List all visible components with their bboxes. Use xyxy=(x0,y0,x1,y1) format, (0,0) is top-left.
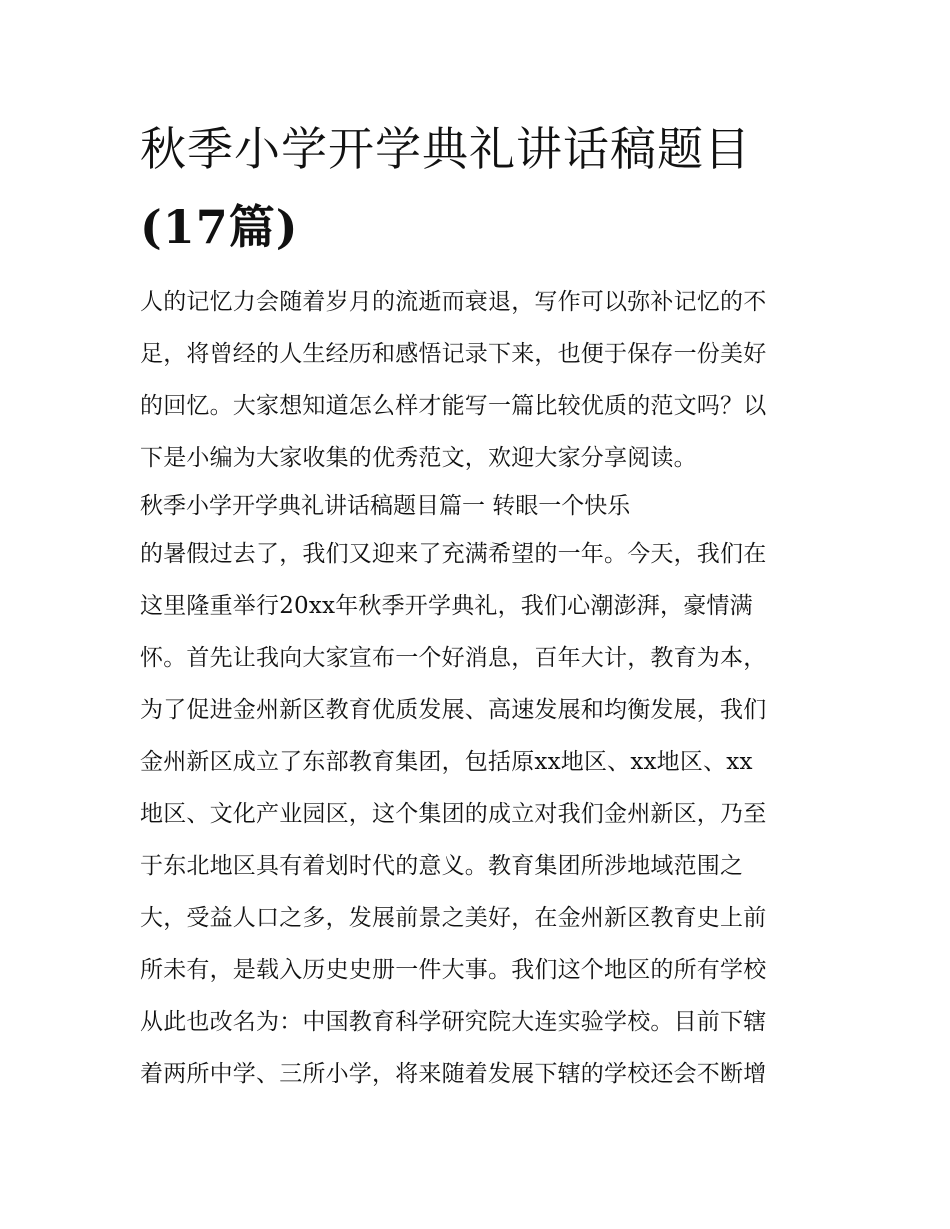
intro-paragraph xyxy=(140,276,812,484)
text-line: 于东北地区具有着划时代的意义。教育集团所涉地域范围之 xyxy=(140,853,744,879)
text-line: 足，将曾经的人生经历和感悟记录下来，也便于保存一份美好 xyxy=(140,341,767,367)
text-line: 的暑假过去了，我们又迎来了充满希望的一年。今天，我们在 xyxy=(140,541,767,567)
text-line: 为了促进金州新区教育优质发展、高速发展和均衡发展，我们 xyxy=(140,697,767,723)
title-line: (17篇) xyxy=(140,200,299,254)
text-line: 人的记忆力会随着岁月的流逝而衰退，写作可以弥补记忆的不 xyxy=(140,289,767,315)
text-line: 所未有，是载入历史史册一件大事。我们这个地区的所有学校 xyxy=(140,957,767,983)
text-line: 的回忆。大家想知道怎么样才能写一篇比较优质的范文吗？以 xyxy=(140,393,767,419)
body-paragraph xyxy=(140,528,812,1100)
text-line: 这里隆重举行20xx年秋季开学典礼，我们心潮澎湃，豪情满 xyxy=(140,593,753,619)
section-heading: 秋季小学开学典礼讲话稿题目篇一 转眼一个快乐 xyxy=(140,493,631,519)
text-line: 金州新区成立了东部教育集团，包括原xx地区、xx地区、xx xyxy=(140,749,753,775)
text-line: 怀。首先让我向大家宣布一个好消息，百年大计，教育为本， xyxy=(140,645,767,671)
title-line: 秋季小学开学典礼讲话稿题目 xyxy=(140,122,751,176)
text-line: 大，受益人口之多，发展前景之美好，在金州新区教育史上前 xyxy=(140,905,767,931)
text-line: 着两所中学、三所小学，将来随着发展下辖的学校还会不断增 xyxy=(140,1061,767,1087)
text-line: 下是小编为大家收集的优秀范文，欢迎大家分享阅读。 xyxy=(140,445,697,471)
text-line: 地区、文化产业园区，这个集团的成立对我们金州新区，乃至 xyxy=(140,801,767,827)
text-line: 从此也改名为：中国教育科学研究院大连实验学校。目前下辖 xyxy=(140,1009,767,1035)
document-title xyxy=(140,110,812,266)
document-content xyxy=(140,110,812,1100)
